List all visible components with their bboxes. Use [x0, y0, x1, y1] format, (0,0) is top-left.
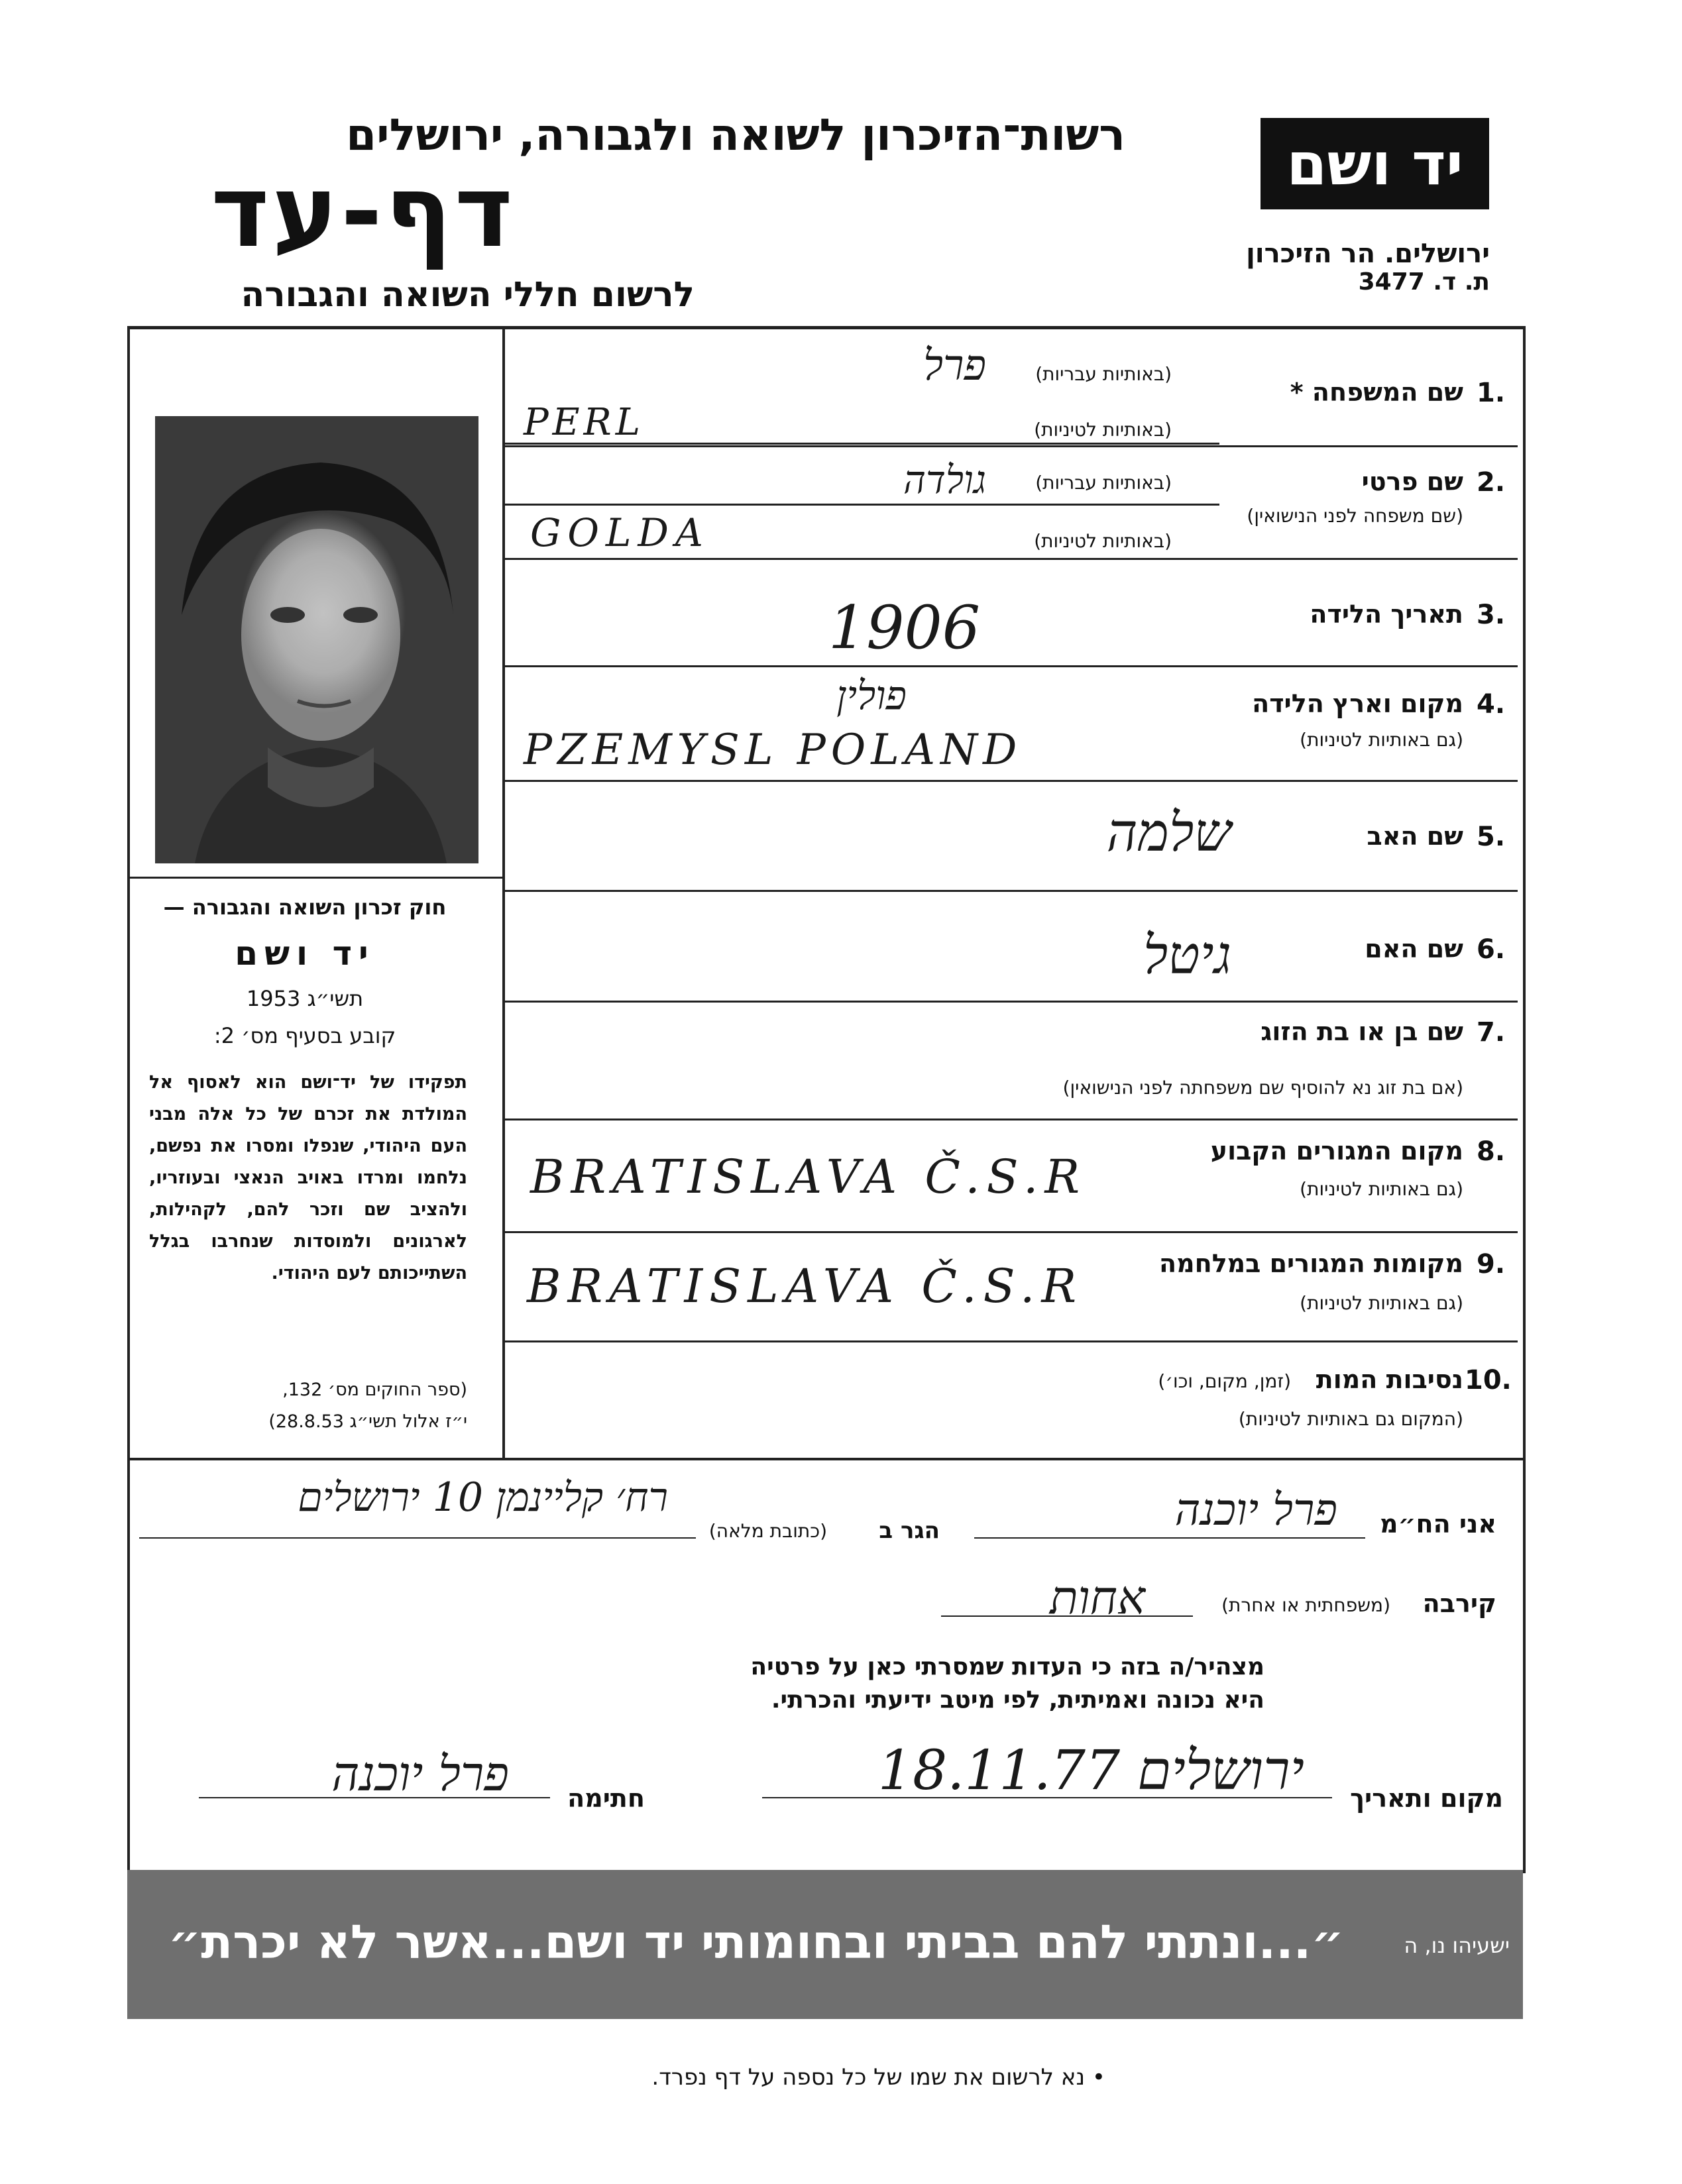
row-2-value-latin[interactable]: GOLDA — [530, 510, 710, 555]
row-5-bottom-line — [504, 890, 1518, 892]
row-4-number: 4. — [1477, 689, 1506, 720]
row-8-bottom-line — [504, 1231, 1518, 1233]
row-9-number: 9. — [1477, 1249, 1506, 1280]
row-9-label: מקומות המגורים במלחמה — [1158, 1249, 1463, 1278]
row-2-bottom-line — [504, 558, 1518, 560]
row-7-bottom-line — [504, 1119, 1518, 1120]
place-date-value[interactable]: ירושלים 18.11.77 — [877, 1739, 1304, 1802]
row-5-number: 5. — [1477, 822, 1506, 852]
law-ref-2: י״ז אלול תשי״ג 28.8.53) — [268, 1411, 467, 1432]
row-7-note: (אם בת זוג נא להוסיף שם משפחתה לפני הנישואין) — [1062, 1077, 1463, 1099]
authority-title: רשות־הזיכרון לשואה ולגבורה, ירושלים — [346, 109, 1125, 160]
row-8-note: (גם באותיות לטיניות) — [1300, 1178, 1463, 1200]
logo-text: יד ושם — [1286, 129, 1463, 198]
law-clause: קובע בסעיף מס׳ 2: — [213, 1023, 396, 1048]
row-1-bottom-line — [504, 445, 1518, 447]
form-title: דף-עד — [211, 154, 516, 270]
row-1-value-hebrew[interactable]: פרל — [923, 341, 986, 390]
form-subtitle: לרשום חללי השואה והגבורה — [241, 275, 695, 315]
row-10-note-b: (המקום גם באותיות לטיניות) — [1238, 1408, 1463, 1430]
row-6-bottom-line — [504, 1001, 1518, 1003]
row-2-hint-hebrew: (באותיות עבריות) — [1035, 472, 1172, 494]
row-2-number: 2. — [1477, 467, 1506, 498]
row-1-value-latin[interactable]: PERL — [524, 401, 644, 444]
address-line-2: ת. ד. 3477 — [1358, 268, 1490, 296]
kinship-hint: (משפחתית או אחרת) — [1221, 1594, 1390, 1616]
resides-label: הגר ב — [879, 1517, 940, 1544]
row-4-bottom-line — [504, 780, 1518, 782]
row-10-number: 10. — [1465, 1365, 1512, 1395]
quote-banner — [127, 1870, 1523, 2019]
banner-source: ישעיהו נו, ה — [1404, 1933, 1510, 1958]
yad-vashem-logo — [1261, 118, 1489, 209]
statement-line-1: מצהיר/ה בזה כי העדות שמסרתי כאן על פרטיה — [750, 1653, 1264, 1680]
row-3-value[interactable]: 1906 — [828, 593, 981, 663]
footnote — [651, 2064, 1105, 2091]
declarant-label: אני הח״מ — [1380, 1509, 1496, 1539]
declarant-value[interactable]: פרל יוכנה — [1174, 1484, 1337, 1535]
law-name: יד ושם — [235, 934, 375, 973]
law-ref-1: (ספר החוקים מס׳ 132, — [282, 1380, 467, 1400]
row-2-sub-line — [504, 504, 1219, 506]
declaration-divider — [127, 1458, 1523, 1460]
row-3-number: 3. — [1477, 600, 1506, 630]
footnote-text: נא לרשום את שמו של כל נספה על דף נפרד. — [651, 2064, 1086, 2091]
row-7-number: 7. — [1477, 1017, 1506, 1048]
row-3-bottom-line — [504, 665, 1518, 667]
row-5-label: שם האב — [1367, 822, 1463, 851]
row-7-label: שם בן או בת הזוג — [1261, 1017, 1463, 1046]
row-3-label: תאריך הלידה — [1310, 600, 1463, 629]
statement-line-2: היא נכונה ואמיתית, לפי מיטב ידיעתי והכרתי. — [771, 1686, 1264, 1714]
row-5-value[interactable]: שלמה — [1106, 802, 1231, 863]
address-line — [139, 1537, 696, 1539]
address-line-1: ירושלים. הר הזיכרון — [1246, 239, 1490, 269]
row-4-value-latin[interactable]: PZEMYSL POLAND — [524, 726, 1023, 775]
row-4-value-hebrew[interactable]: פולין — [836, 673, 907, 719]
signature-value[interactable]: פרל יוכנה — [331, 1746, 509, 1802]
row-2-hint-latin: (באותיות לטיניות) — [1034, 530, 1172, 552]
row-6-label: שם האם — [1365, 934, 1463, 963]
row-1-hint-hebrew: (באותיות עבריות) — [1035, 363, 1172, 385]
row-9-bottom-line — [504, 1340, 1518, 1342]
portrait-icon — [155, 416, 478, 863]
row-1-hint-latin: (באותיות לטיניות) — [1034, 419, 1172, 441]
row-10-label: נסיבות המות — [1316, 1365, 1463, 1394]
row-8-label: מקום המגורים הקבוע — [1210, 1136, 1463, 1166]
banner-quote: ״...ונתתי להם בביתי ובחומותי יד ושם...אשר לא יכרת״ — [168, 1915, 1344, 1969]
footnote-bullet: • — [1085, 2064, 1105, 2091]
row-6-number: 6. — [1477, 934, 1506, 965]
row-9-note: (גם באותיות לטיניות) — [1300, 1292, 1463, 1314]
row-4-label: מקום וארץ הלידה — [1252, 689, 1463, 718]
address-value[interactable]: רח׳ קליינמן 10 ירושלים — [298, 1474, 668, 1521]
row-6-value[interactable]: גיטל — [1143, 924, 1231, 986]
row-2-note: (שם משפחה לפני הנישואין) — [1247, 505, 1463, 527]
declarant-line — [974, 1537, 1365, 1539]
victim-photo — [155, 416, 478, 863]
law-body: תפקידו של יד־ושם הוא לאסוף אל המולדת את זכרם של כל אלה מבני העם היהודי, שנפלו ומסרו את נפשם, נלחמו ומרדו באויב הנאצי ובעוזריו, ולהציב שם וזכר להם, לקהילות, לארגונים ולמוסדות שנחרבו בגלל השתייכותם לעם היהודי. — [149, 1072, 467, 1284]
law-heading: חוק זכרון השואה והגבורה — — [163, 895, 447, 920]
photo-law-divider — [127, 877, 504, 879]
address-hint: (כתובת מלאה) — [708, 1520, 827, 1542]
row-4-note: (גם באותיות לטיניות) — [1300, 729, 1463, 751]
place-date-label: מקום ותאריך — [1350, 1784, 1503, 1813]
kinship-value[interactable]: אחות — [1049, 1570, 1145, 1625]
column-divider — [502, 326, 505, 1459]
row-8-value[interactable]: BRATISLAVA Č.S.R — [530, 1150, 1087, 1204]
row-1-label: שם המשפחה * — [1290, 378, 1463, 407]
row-9-value[interactable]: BRATISLAVA Č.S.R — [527, 1259, 1084, 1313]
kinship-label: קירבה — [1422, 1589, 1496, 1618]
row-2-label: שם פרטי — [1361, 467, 1463, 496]
signature-label: חתימה — [567, 1784, 645, 1813]
row-8-number: 8. — [1477, 1136, 1506, 1167]
row-1-number: 1. — [1477, 378, 1506, 408]
row-10-note-a: (זמן, מקום, וכו׳) — [1158, 1370, 1291, 1392]
row-2-value-hebrew[interactable]: גולדה — [903, 457, 986, 502]
law-year: תשי״ג 1953 — [246, 986, 364, 1011]
